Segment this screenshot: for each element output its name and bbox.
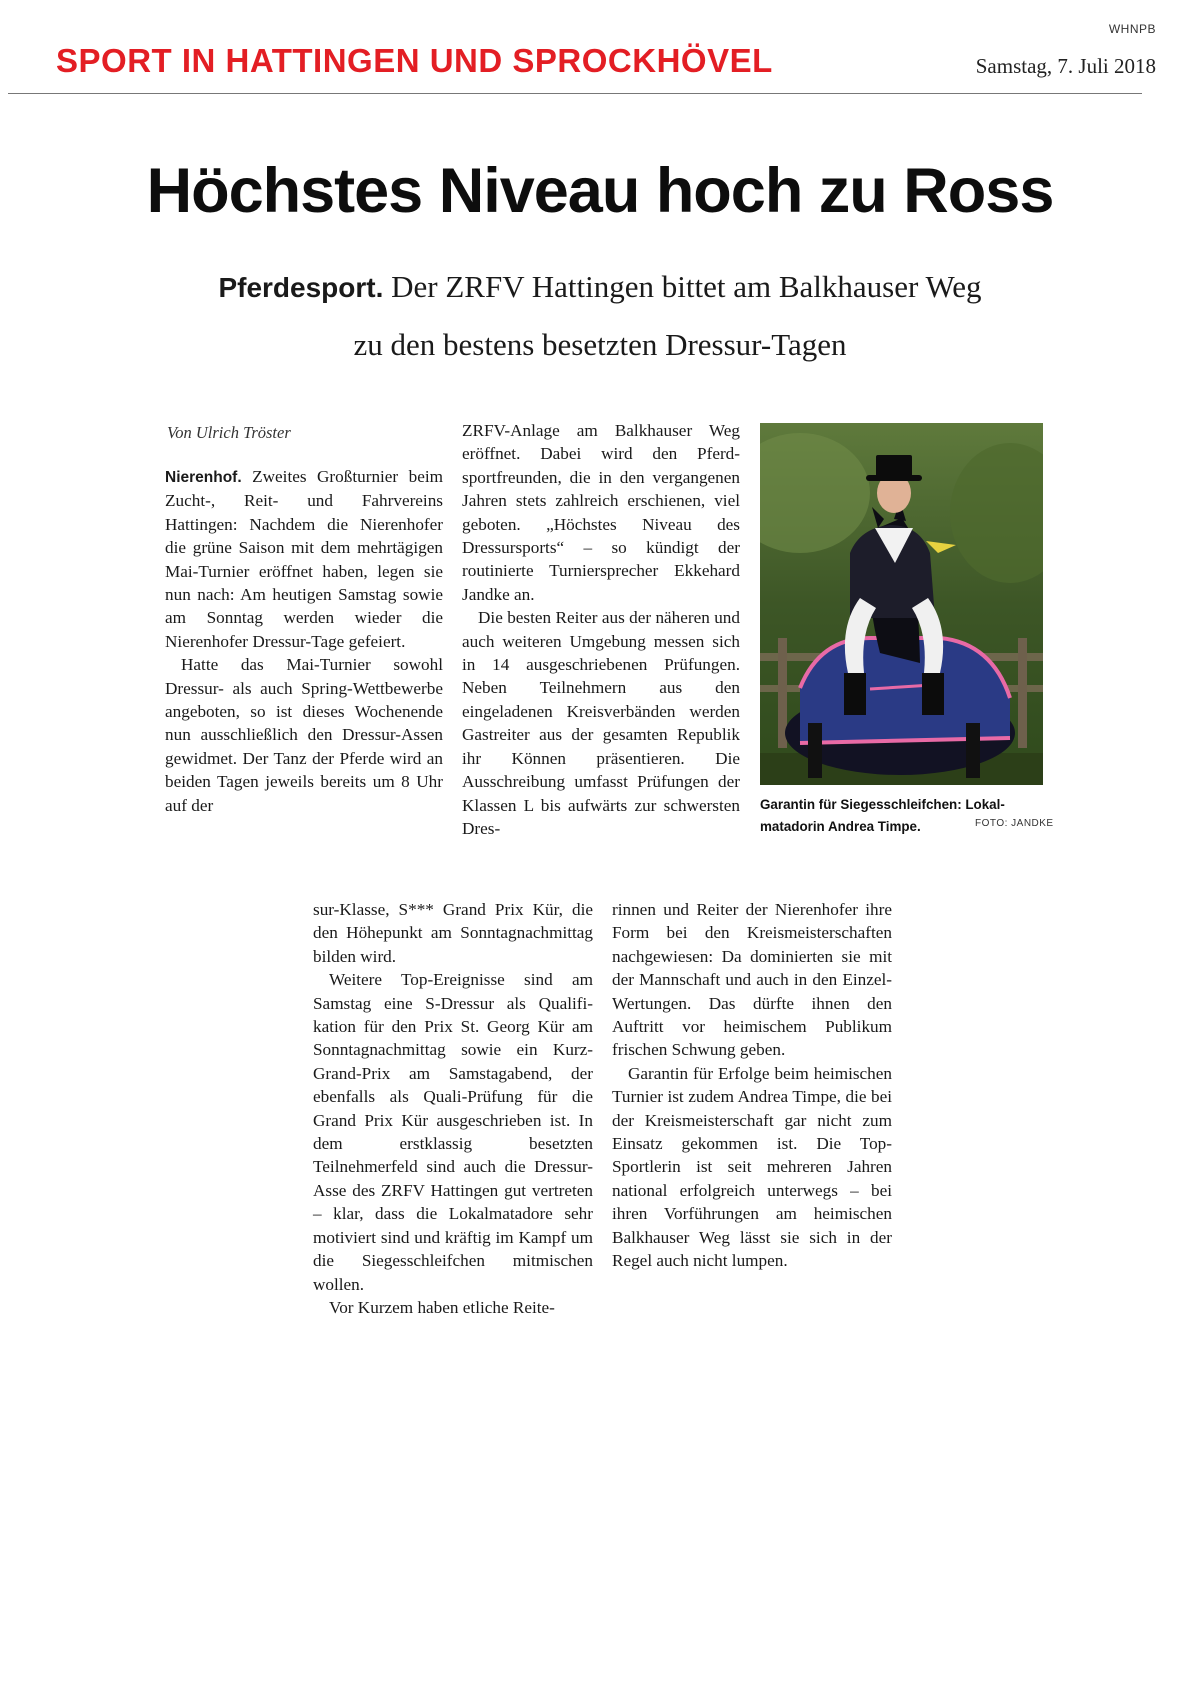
paragraph: Hatte das Mai-Turnier sowohl Dressur- als auch Spring-Wettbewerbe angeboten, so ist dieses Wochenende nun ausschließlich den Dressur-Assen gewidmet. Der Tanz der Pferde wird an beiden Tagen jeweils bereits um 8 Uhr auf der: [165, 655, 443, 815]
article-column-1: [165, 465, 443, 817]
photo-caption: Garantin für Siegesschleifchen: Lokalmatadorin Andrea Timpe.: [760, 797, 1005, 834]
dateline: Nierenhof.: [165, 469, 242, 486]
article-column-4: [612, 898, 892, 1273]
article-column-2: [462, 419, 740, 840]
subheadline: [0, 258, 1200, 373]
paragraph: Vor Kurzem haben etliche Reite-: [329, 1297, 555, 1317]
publisher-code: WHNPB: [1108, 22, 1156, 36]
rider-on-horse-illustration: [760, 423, 1043, 785]
byline: Von Ulrich Tröster: [167, 423, 291, 442]
paragraph: Die besten Reiter aus der näheren und auch weiteren Umgebung messen sich in 14 ausgeschriebenen Prüfungen. Neben Teilnehmern aus den eingeladenen Kreisverbänden werden Gastreiter aus der gesamten Republik ihr Können präsentieren. Die Ausschreibung umfasst Prüfungen der Klassen L bis aufwärts zur schwersten Dres-: [462, 608, 740, 838]
subline-2: zu den bestens besetzten Dressur-Tagen: [353, 327, 847, 362]
subheadline-line-1: [0, 258, 1200, 316]
dressage-photo: [760, 423, 1043, 785]
subline-1: Der ZRFV Hattingen bittet am Balkhauser Weg: [391, 269, 982, 304]
section-title: SPORT IN HATTINGEN UND SPROCKHÖVEL: [56, 42, 773, 79]
article-column-3: [313, 898, 593, 1319]
kicker: Pferdesport.: [218, 272, 384, 303]
issue-date: Samstag, 7. Juli 2018: [975, 54, 1156, 78]
headline: Höchstes Niveau hoch zu Ross: [146, 156, 1054, 226]
photo-credit: FOTO: JANDKE: [975, 818, 1054, 829]
paragraph: rinnen und Reiter der Nierenhofer ihre Form bei den Kreismeisterschaften nachgewiesen: Da dominierten sie mit der Mannschaft und auch in den Einzel-Wertungen. Das dürfte ihnen den Auftritt vor heimischem Publikum frischen Schwung geben.: [612, 900, 892, 1060]
paragraph: [165, 465, 443, 653]
paragraph: Garantin für Erfolge beim heimischen Turnier ist zudem Andrea Timpe, die bei der Kreismeisterschaft gar nicht zum Einsatz gekommen ist. Die Top-Sportlerin ist seit mehreren Jahren national erfolgreich unterwegs – bei ihren Vorführungen am heimischen Balkhauser Weg lässt sie sich in der Regel auch nicht lumpen.: [612, 1063, 892, 1271]
paragraph: sur-Klasse, S*** Grand Prix Kür, die den Höhepunkt am Sonntagnachmittag bilden wird.: [313, 900, 593, 966]
paragraph-text: Zweites Großturnier beim Zucht-, Reit- und Fahrvereins Hattingen: Nachdem die Nierenhofer die grüne Saison mit dem mehrtägigen Mai-Turnier eröffnet haben, legen sie nun nach: Am heutigen Samstag sowie am Sonntag werden wieder die Nierenhofer Dressur-Tage gefeiert.: [165, 467, 443, 651]
paragraph: ZRFV-Anlage am Balkhauser Weg eröffnet. Dabei wird den Pferdsportfreunden, die in den vergangenen Jahren stets zahlreich erschienen, viel geboten. „Höchstes Niveau des Dressursports“ – so kündigt der routinierte Turniersprecher Ekkehard Jandke an.: [462, 421, 740, 604]
paragraph: Weitere Top-Ereignisse sind am Samstag eine S-Dressur als Qualifikation für den Prix St. Georg Kür am Sonntagnachmittag sowie ein Kurz-Grand-Prix am Samstagabend, der ebenfalls als Quali-Prüfung für die Grand Prix Kür ausgeschrieben ist. In dem erstklassig besetzten Teilnehmerfeld sind auch die Dressur-Asse des ZRFV Hattingen gut vertreten – klar, dass die Lokalmatadore sehr motiviert sind und kräftig im Kampf um die Siegesschleifchen mitmischen wollen.: [313, 970, 593, 1294]
header-rule: [8, 93, 1142, 94]
